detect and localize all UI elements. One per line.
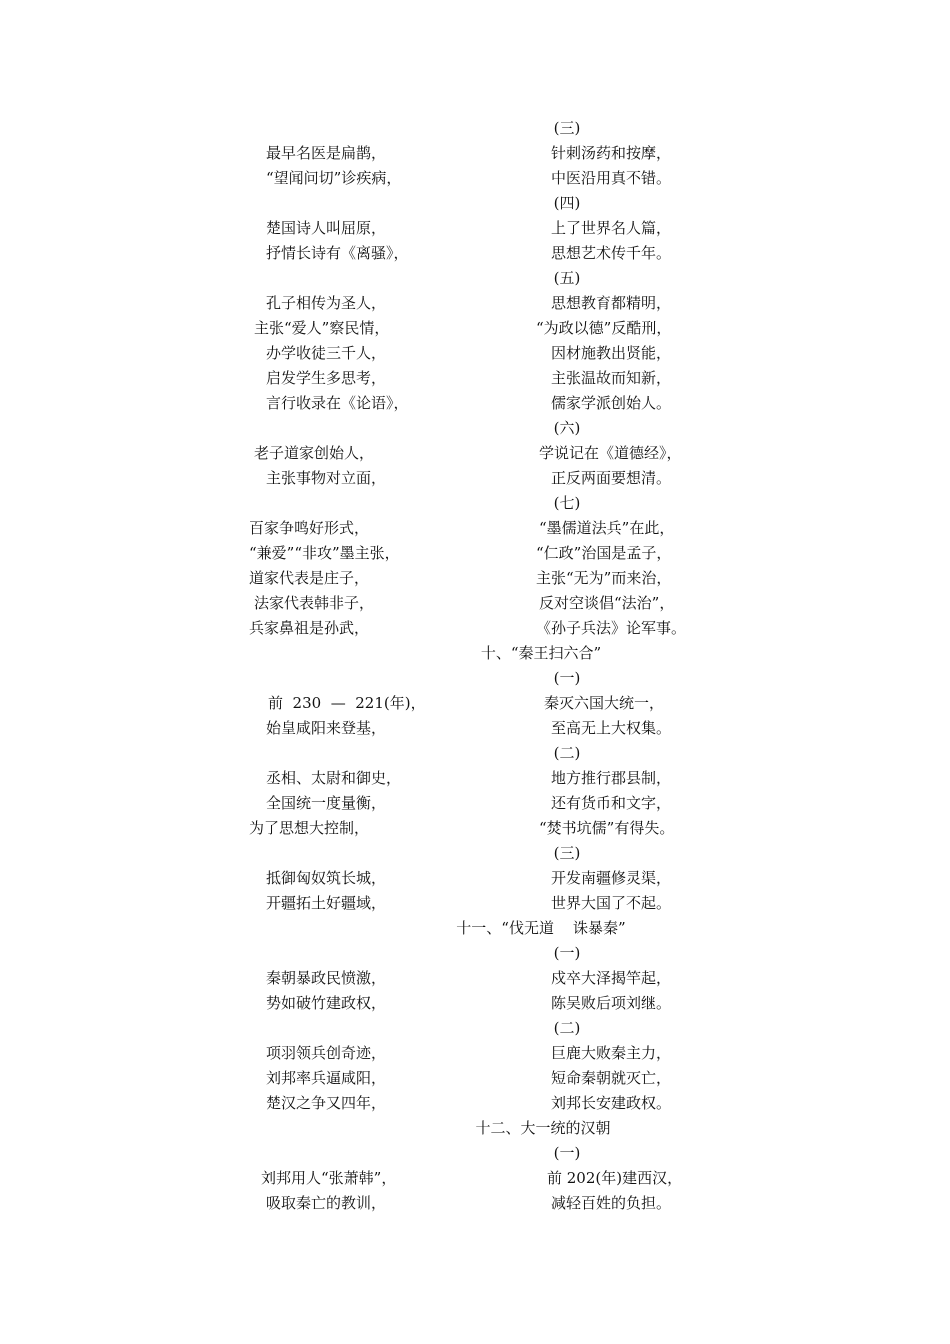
- poem-line-right: 正反两面要想清。: [551, 469, 672, 487]
- poem-line-right: 开发南疆修灵渠，: [551, 869, 672, 887]
- poem-line-left: 抒情长诗有《离骚》，: [266, 244, 409, 262]
- poem-line-right: 针刺汤药和按摩，: [551, 144, 672, 162]
- poem-line-right: “为政以德”反酷刑，: [536, 319, 672, 337]
- poem-line-left: “兼爱”“非攻”墨主张，: [249, 544, 400, 562]
- poem-line-left: 启发学生多思考，: [266, 369, 387, 387]
- poem-line-left: 丞相、太尉和御史，: [266, 769, 402, 787]
- section-title: 十二、大一统的汉朝: [475, 1119, 611, 1137]
- poem-line-right: 思想艺术传千年。: [551, 244, 672, 262]
- poem-line-left: 刘邦率兵逼咸阳，: [266, 1069, 387, 1087]
- poem-line-right: 主张温故而知新，: [551, 369, 672, 387]
- poem-line-left: 为了思想大控制，: [249, 819, 370, 837]
- poem-line-right: 陈吴败后项刘继。: [551, 994, 672, 1012]
- poem-line-left: 办学收徒三千人，: [266, 344, 387, 362]
- poem-line-right: 世界大国了不起。: [551, 894, 672, 912]
- poem-line-left: 全国统一度量衡，: [266, 794, 387, 812]
- poem-line-left: 主张事物对立面，: [266, 469, 387, 487]
- stanza-heading: (二): [553, 1019, 581, 1037]
- poem-line-left: 秦朝暴政民愤激，: [266, 969, 387, 987]
- section-title: 十、“秦王扫六合”: [480, 644, 602, 662]
- poem-line-right: 前 202(年)建西汉，: [547, 1169, 683, 1187]
- stanza-heading: (一): [553, 1144, 581, 1162]
- poem-line-left: 楚汉之争又四年，: [266, 1094, 387, 1112]
- poem-line-right: 中医沿用真不错。: [551, 169, 672, 187]
- poem-line-right: 刘邦长安建政权。: [551, 1094, 672, 1112]
- poem-line-left: 兵家鼻祖是孙武，: [249, 619, 370, 637]
- poem-line-left: 项羽领兵创奇迹，: [266, 1044, 387, 1062]
- poem-line-right: 上了世界名人篇，: [551, 219, 672, 237]
- poem-line-left: 刘邦用人“张萧韩”，: [261, 1169, 397, 1187]
- stanza-heading: (三): [553, 844, 581, 862]
- poem-line-left: 开疆拓土好疆域，: [266, 894, 387, 912]
- poem-line-left: 主张“爱人”察民情，: [254, 319, 390, 337]
- poem-line-left: 孔子相传为圣人，: [266, 294, 387, 312]
- poem-line-right: 思想教育都精明，: [551, 294, 672, 312]
- stanza-heading: (四): [553, 194, 581, 212]
- poem-line-left: 始皇咸阳来登基，: [266, 719, 387, 737]
- poem-line-left: 抵御匈奴筑长城，: [266, 869, 387, 887]
- poem-line-left: 吸取秦亡的教训，: [266, 1194, 387, 1212]
- stanza-heading: (六): [553, 419, 581, 437]
- poem-line-left: 道家代表是庄子，: [249, 569, 370, 587]
- poem-line-right: 因材施教出贤能，: [551, 344, 672, 362]
- poem-line-right: 戍卒大泽揭竿起，: [551, 969, 672, 987]
- poem-line-left: 老子道家创始人，: [254, 444, 375, 462]
- stanza-heading: (五): [553, 269, 581, 287]
- poem-line-right: 还有货币和文字，: [551, 794, 672, 812]
- poem-line-left: 势如破竹建政权，: [266, 994, 387, 1012]
- poem-line-right: 主张“无为”而来治，: [536, 569, 672, 587]
- poem-line-left: 最早名医是扁鹊，: [266, 144, 387, 162]
- poem-line-right: “焚书坑儒”有得失。: [539, 819, 675, 837]
- poem-line-right: 儒家学派创始人。: [551, 394, 672, 412]
- poem-line-left: 百家争鸣好形式，: [249, 519, 370, 537]
- poem-line-left: 前 230 — 221(年)，: [268, 694, 426, 712]
- stanza-heading: (二): [553, 744, 581, 762]
- poem-line-right: 地方推行郡县制，: [551, 769, 672, 787]
- stanza-heading: (一): [553, 944, 581, 962]
- poem-line-right: 《孙子兵法》论军事。: [536, 619, 687, 637]
- stanza-heading: (三): [553, 119, 581, 137]
- poem-line-left: “望闻问切”诊疾病，: [266, 169, 402, 187]
- section-title: 十一、“伐无道 诛暴秦”: [456, 919, 626, 937]
- stanza-heading: (一): [553, 669, 581, 687]
- poem-line-right: 至高无上大权集。: [551, 719, 672, 737]
- poem-line-left: 言行收录在《论语》，: [266, 394, 409, 412]
- poem-line-left: 法家代表韩非子，: [254, 594, 375, 612]
- poem-line-right: 短命秦朝就灭亡，: [551, 1069, 672, 1087]
- poem-line-right: 学说记在《道德经》，: [539, 444, 682, 462]
- poem-line-right: 减轻百姓的负担。: [551, 1194, 672, 1212]
- poem-line-left: 楚国诗人叫屈原，: [266, 219, 387, 237]
- poem-line-right: 巨鹿大败秦主力，: [551, 1044, 672, 1062]
- stanza-heading: (七): [553, 494, 581, 512]
- poem-line-right: 秦灭六国大统一，: [544, 694, 665, 712]
- poem-line-right: “墨儒道法兵”在此，: [539, 519, 675, 537]
- poem-line-right: “仁政”治国是孟子，: [536, 544, 672, 562]
- poem-line-right: 反对空谈倡“法治”，: [539, 594, 675, 612]
